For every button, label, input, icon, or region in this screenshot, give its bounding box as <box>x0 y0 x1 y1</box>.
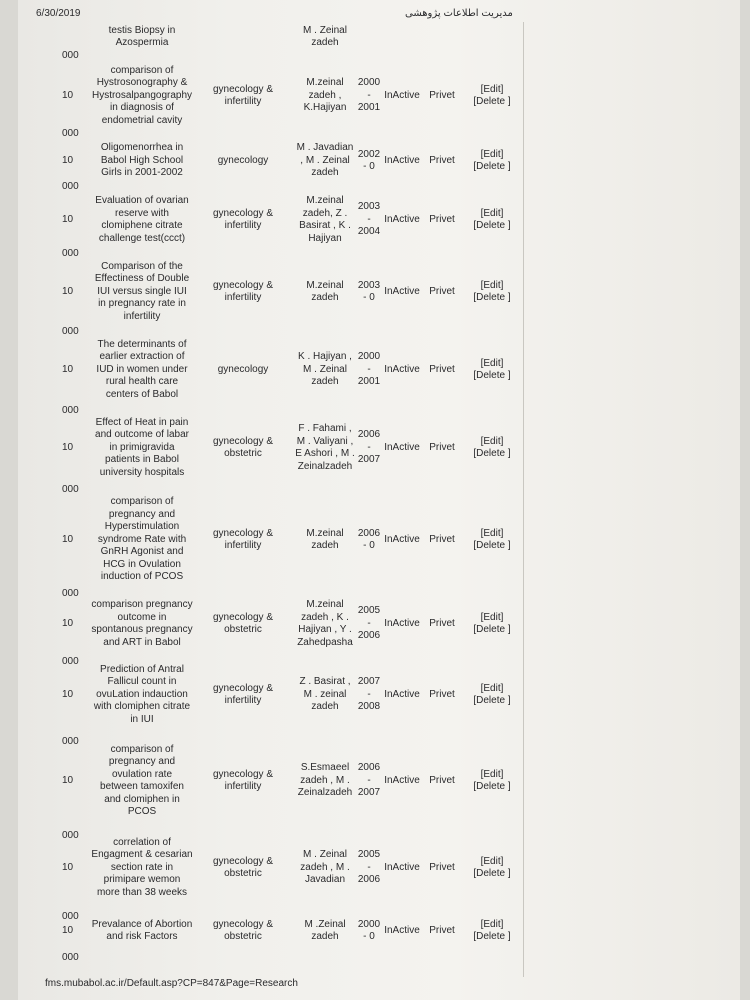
row-separator: 000 <box>62 405 79 416</box>
years-cell-line: 2004 <box>357 226 381 238</box>
field-cell-line: gynecology & <box>212 918 274 930</box>
edit-link[interactable]: [Edit] <box>480 279 504 291</box>
field-cell <box>206 856 280 881</box>
row-separator: 000 <box>62 248 79 259</box>
years-cell <box>355 280 383 305</box>
authors-cell-line: M . Zeinal <box>303 363 347 375</box>
edit-link[interactable]: [Edit] <box>480 83 504 95</box>
title-cell-line: comparison pregnancy <box>91 599 193 610</box>
delete-link[interactable]: [Delete ] <box>473 96 511 107</box>
field-cell-line: gynecology & <box>212 527 274 539</box>
title-cell-line: comparison of <box>110 64 174 76</box>
authors-cell-line: Zeinalzadeh <box>297 787 353 799</box>
years-cell-line: - <box>367 213 371 225</box>
authors-cell <box>290 849 360 887</box>
field-cell-line: obstetric <box>224 624 262 635</box>
authors-cell-line: M . Javadian <box>296 142 354 154</box>
field-cell-line: obstetric <box>224 448 262 459</box>
count-cell: 10 <box>62 534 74 545</box>
title-cell-line: Effect of Heat in pain <box>95 416 189 428</box>
field-cell-line: gynecology <box>217 154 269 166</box>
authors-cell <box>290 528 360 553</box>
title-cell-line: section rate in <box>110 861 174 873</box>
years-cell <box>355 849 383 887</box>
title-cell <box>86 142 198 180</box>
years-cell-line: - <box>367 774 371 786</box>
years-cell-line: 2001 <box>357 376 381 388</box>
years-cell-line: - <box>367 861 371 873</box>
count-cell: 10 <box>62 364 74 375</box>
authors-cell-line: zadeh <box>311 540 339 551</box>
authors-cell-line: M.zeinal <box>306 527 344 539</box>
count-cell: 10 <box>62 689 74 700</box>
row-separator: 000 <box>62 830 79 841</box>
actions-cell <box>466 208 518 233</box>
years-cell-line: 2008 <box>357 701 381 713</box>
delete-link[interactable]: [Delete ] <box>473 781 511 792</box>
years-cell <box>355 528 383 553</box>
edit-link[interactable]: [Edit] <box>480 527 504 539</box>
title-cell-line: earlier extraction of <box>99 351 185 363</box>
delete-link[interactable]: [Delete ] <box>473 931 511 942</box>
title-cell-line: and outcome of labar <box>95 429 189 441</box>
title-cell-line: rural health care <box>105 376 179 388</box>
title-cell-line: correlation of <box>113 836 171 848</box>
authors-cell <box>290 351 360 389</box>
print-date: 6/30/2019 <box>36 8 81 19</box>
title-cell-line: and ART in Babol <box>103 636 181 648</box>
authors-cell <box>290 25 360 50</box>
authors-cell-line: zadeh <box>311 376 339 388</box>
years-cell <box>355 149 383 174</box>
authors-cell-line: K.Hajiyan <box>303 102 347 114</box>
authors-cell-line: zadeh , M . <box>300 774 350 786</box>
count-cell: 10 <box>62 214 74 225</box>
years-cell-line: - 0 <box>363 161 375 172</box>
delete-link[interactable]: [Delete ] <box>473 695 511 706</box>
title-cell-line: in IUI <box>130 713 154 725</box>
title-cell-line: HCG in Ovulation <box>103 558 181 570</box>
authors-cell-line: Z . Basirat , <box>299 676 351 688</box>
title-cell-line: Azospermia <box>115 37 169 48</box>
title-cell-line: IUI versus single IUI <box>97 285 187 297</box>
field-cell <box>206 364 280 377</box>
field-cell <box>206 84 280 109</box>
actions-cell <box>466 84 518 109</box>
authors-cell-line: M.zeinal <box>306 195 344 206</box>
years-cell-line: 2003 <box>357 279 381 291</box>
type-cell: Privet <box>429 364 455 375</box>
status-cell: InActive <box>384 364 420 375</box>
authors-cell-line: zadeh <box>311 931 339 942</box>
title-cell <box>86 65 198 128</box>
title-cell-line: in pregnancy rate in <box>98 298 186 310</box>
authors-cell <box>290 919 360 944</box>
authors-cell-line: M . Zeinal <box>303 849 347 861</box>
authors-cell-line: M.zeinal <box>306 279 344 291</box>
row-separator: 000 <box>62 484 79 495</box>
row-separator: 000 <box>62 656 79 667</box>
type-cell: Privet <box>429 534 455 545</box>
title-cell <box>86 261 198 324</box>
field-cell <box>206 528 280 553</box>
field-cell-line: obstetric <box>224 868 262 879</box>
field-cell <box>206 208 280 233</box>
years-cell-line: 2006 <box>357 762 381 774</box>
authors-cell-line: F . Fahami , <box>298 423 352 434</box>
actions-cell <box>466 149 518 174</box>
title-cell-line: Hystrosonography & <box>96 77 188 89</box>
authors-cell-line: zadeh <box>311 292 339 303</box>
title-cell-line: Girls in 2001-2002 <box>101 167 183 179</box>
years-cell-line: - 0 <box>363 292 375 303</box>
authors-cell-line: zadeh , M . <box>300 861 350 873</box>
authors-cell <box>290 280 360 305</box>
count-cell: 10 <box>62 618 74 629</box>
type-cell: Privet <box>429 214 455 225</box>
status-cell: InActive <box>384 618 420 629</box>
title-cell-line: comparison of <box>110 496 174 508</box>
title-cell <box>86 837 198 900</box>
title-cell-line: ovuLation indauction <box>96 688 188 700</box>
actions-cell <box>466 683 518 708</box>
status-cell: InActive <box>384 862 420 873</box>
edit-link[interactable]: [Edit] <box>480 207 504 219</box>
years-cell <box>355 605 383 643</box>
authors-cell-line: Javadian <box>304 874 346 886</box>
years-cell-line: - <box>367 617 371 629</box>
title-cell-line: Babol High School <box>100 154 184 166</box>
authors-cell <box>290 195 360 245</box>
actions-cell <box>466 919 518 944</box>
authors-cell-line: zadeh <box>311 37 339 48</box>
authors-cell-line: Zeinalzadeh <box>297 460 353 472</box>
type-cell: Privet <box>429 775 455 786</box>
title-cell <box>86 25 198 50</box>
authors-cell-line: E Ashori , M . <box>295 448 355 459</box>
edit-link[interactable]: [Edit] <box>480 435 504 447</box>
authors-cell <box>290 423 360 473</box>
title-cell-line: Comparison of the <box>101 260 183 272</box>
years-cell-line: 2006 <box>357 527 381 539</box>
authors-cell <box>290 599 360 649</box>
title-cell-line: infertility <box>123 310 161 322</box>
title-cell-line: and clomiphen in <box>104 793 180 805</box>
years-cell <box>355 676 383 714</box>
field-cell-line: infertility <box>224 695 262 706</box>
site-title: مدیریت اطلاعات پژوهشی <box>405 8 513 19</box>
status-cell: InActive <box>384 534 420 545</box>
field-cell-line: gynecology & <box>212 611 274 623</box>
count-cell: 10 <box>62 442 74 453</box>
years-cell-line: 2003 <box>357 201 381 213</box>
delete-link[interactable]: [Delete ] <box>473 868 511 879</box>
field-cell <box>206 919 280 944</box>
type-cell: Privet <box>429 689 455 700</box>
title-cell-line: Engagment & cesarian <box>91 849 193 861</box>
years-cell-line: 2006 <box>357 429 381 441</box>
status-cell: InActive <box>384 286 420 297</box>
authors-cell-line: , M . Zeinal <box>300 154 350 166</box>
title-cell-line: and risk Factors <box>106 931 178 942</box>
title-cell-line: GnRH Agonist and <box>100 546 184 558</box>
status-cell: InActive <box>384 925 420 936</box>
title-cell-line: Prevalance of Abortion <box>91 918 193 930</box>
title-cell-line: syndrome Rate with <box>97 533 187 545</box>
count-cell: 10 <box>62 925 74 936</box>
title-cell-line: ovulation rate <box>111 768 173 780</box>
edit-link[interactable]: [Edit] <box>480 855 504 867</box>
type-cell: Privet <box>429 155 455 166</box>
years-cell-line: - <box>367 89 371 101</box>
actions-cell <box>466 436 518 461</box>
field-cell-line: infertility <box>224 781 262 792</box>
authors-cell <box>290 762 360 800</box>
authors-cell-line: Zahedpasha <box>297 636 353 648</box>
type-cell: Privet <box>429 862 455 873</box>
field-cell-line: infertility <box>224 292 262 303</box>
row-separator: 000 <box>62 736 79 747</box>
delete-link[interactable]: [Delete ] <box>473 292 511 303</box>
title-cell-line: IUD in women under <box>96 363 188 375</box>
years-cell-line: 2006 <box>357 630 381 642</box>
count-cell: 10 <box>62 155 74 166</box>
authors-cell-line: M . Zeinal <box>303 24 347 36</box>
row-separator: 000 <box>62 952 79 963</box>
title-cell-line: patients in Babol <box>105 454 179 466</box>
years-cell-line: 2000 <box>357 351 381 363</box>
years-cell-line: 2005 <box>357 849 381 861</box>
field-cell-line: infertility <box>224 220 262 231</box>
delete-link[interactable]: [Delete ] <box>473 448 511 459</box>
title-cell-line: spontanous pregnancy <box>91 624 193 635</box>
authors-cell-line: zadeh <box>311 701 339 713</box>
count-cell: 10 <box>62 862 74 873</box>
edit-link[interactable]: [Edit] <box>480 918 504 930</box>
field-cell <box>206 155 280 168</box>
field-cell-line: infertility <box>224 540 262 551</box>
status-cell: InActive <box>384 442 420 453</box>
field-cell-line: gynecology & <box>212 682 274 694</box>
title-cell-line: pregnancy and <box>108 508 176 520</box>
title-cell-line: university hospitals <box>99 466 185 478</box>
title-cell <box>86 664 198 727</box>
years-cell-line: - 0 <box>363 540 375 551</box>
type-cell: Privet <box>429 442 455 453</box>
title-cell-line: challenge test(ccct) <box>98 232 186 244</box>
title-cell-line: outcome in <box>117 611 167 623</box>
actions-cell <box>466 358 518 383</box>
row-separator: 000 <box>62 50 79 61</box>
years-cell-line: - <box>367 688 371 700</box>
authors-cell-line: K . Hajiyan , <box>298 351 352 363</box>
field-cell-line: gynecology & <box>212 83 274 95</box>
field-cell-line: gynecology & <box>212 435 274 447</box>
years-cell <box>355 351 383 389</box>
delete-link[interactable]: [Delete ] <box>473 540 511 551</box>
row-separator: 000 <box>62 326 79 337</box>
authors-cell-line: M.zeinal <box>306 599 344 610</box>
title-cell-line: pregnancy and <box>108 756 176 767</box>
count-cell: 10 <box>62 286 74 297</box>
title-cell <box>86 744 198 819</box>
authors-cell-line: zadeh , K . <box>301 611 349 623</box>
actions-cell <box>466 528 518 553</box>
status-cell: InActive <box>384 214 420 225</box>
status-cell: InActive <box>384 689 420 700</box>
title-cell <box>86 339 198 402</box>
field-cell <box>206 769 280 794</box>
field-cell-line: gynecology & <box>212 855 274 867</box>
title-cell <box>86 195 198 245</box>
authors-cell <box>290 142 360 180</box>
field-cell-line: obstetric <box>224 931 262 942</box>
authors-cell <box>290 77 360 115</box>
title-cell-line: The determinants of <box>97 338 187 350</box>
title-cell-line: Effectiness of Double <box>94 273 190 285</box>
row-separator: 000 <box>62 911 79 922</box>
authors-cell-line: M .Zeinal <box>304 918 346 930</box>
field-cell <box>206 683 280 708</box>
type-cell: Privet <box>429 618 455 629</box>
delete-link[interactable]: [Delete ] <box>473 624 511 635</box>
years-cell <box>355 429 383 467</box>
field-cell <box>206 280 280 305</box>
title-cell-line: more than 38 weeks <box>96 886 188 898</box>
authors-cell-line: zadeh, Z . <box>302 207 348 219</box>
title-cell-line: between tamoxifen <box>100 781 184 792</box>
row-separator: 000 <box>62 128 79 139</box>
title-cell-line: in primigravida <box>109 441 175 453</box>
type-cell: Privet <box>429 925 455 936</box>
count-cell: 10 <box>62 775 74 786</box>
years-cell-line: 2007 <box>357 454 381 466</box>
title-cell-line: in diagnosis of <box>110 102 174 114</box>
authors-cell-line: Basirat , K . <box>299 220 351 231</box>
years-cell <box>355 77 383 115</box>
title-cell-line: Fallicul count in <box>107 676 177 688</box>
title-cell <box>86 599 198 649</box>
title-cell <box>86 919 198 944</box>
authors-cell-line: Hajiyan <box>308 232 342 244</box>
field-cell-line: infertility <box>224 96 262 107</box>
delete-link[interactable]: [Delete ] <box>473 370 511 381</box>
title-cell-line: induction of PCOS <box>100 571 184 583</box>
authors-cell-line: S.Esmaeel <box>300 762 350 774</box>
delete-link[interactable]: [Delete ] <box>473 161 511 172</box>
edit-link[interactable]: [Edit] <box>480 768 504 780</box>
title-cell-line: Oligomenorrhea in <box>100 142 184 154</box>
delete-link[interactable]: [Delete ] <box>473 220 511 231</box>
actions-cell <box>466 280 518 305</box>
title-cell-line: testis Biopsy in <box>108 24 176 36</box>
authors-cell <box>290 676 360 714</box>
years-cell <box>355 201 383 239</box>
actions-cell <box>466 612 518 637</box>
edit-link[interactable]: [Edit] <box>480 148 504 160</box>
title-cell-line: primipare wemon <box>103 874 181 886</box>
years-cell-line: 2005 <box>357 605 381 617</box>
years-cell-line: 2002 <box>357 148 381 160</box>
title-cell-line: endometrial cavity <box>101 114 183 126</box>
title-cell <box>86 496 198 584</box>
row-separator: 000 <box>62 181 79 192</box>
years-cell-line: - <box>367 363 371 375</box>
years-cell-line: 2001 <box>357 102 381 114</box>
status-cell: InActive <box>384 90 420 101</box>
field-cell-line: gynecology <box>217 363 269 375</box>
status-cell: InActive <box>384 155 420 166</box>
edit-link[interactable]: [Edit] <box>480 357 504 369</box>
title-cell <box>86 417 198 480</box>
field-cell-line: gynecology & <box>212 768 274 780</box>
title-cell-line: Hyperstimulation <box>104 521 180 533</box>
table-right-border <box>523 22 524 977</box>
title-cell-line: with clomiphen citrate <box>93 701 191 713</box>
years-cell-line: 2007 <box>357 676 381 688</box>
authors-cell-line: M.zeinal <box>306 77 344 89</box>
title-cell-line: PCOS <box>127 806 157 817</box>
title-cell-line: Hystrosalpangography <box>91 89 193 101</box>
title-cell-line: comparison of <box>110 743 174 755</box>
years-cell <box>355 762 383 800</box>
years-cell <box>355 919 383 944</box>
authors-cell-line: M . Valiyani , <box>296 435 354 447</box>
field-cell <box>206 612 280 637</box>
title-cell-line: clomiphene citrate <box>101 220 183 231</box>
footer-url: fms.mubabol.ac.ir/Default.asp?CP=847&Page=Research <box>45 978 298 989</box>
years-cell-line: 2007 <box>357 787 381 799</box>
actions-cell <box>466 769 518 794</box>
years-cell-line: - 0 <box>363 931 375 942</box>
years-cell-line: - <box>367 441 371 453</box>
authors-cell-line: M . zeinal <box>303 688 347 700</box>
count-cell: 10 <box>62 90 74 101</box>
years-cell-line: 2000 <box>357 77 381 89</box>
title-cell-line: Evaluation of ovarian <box>95 195 189 206</box>
field-cell-line: gynecology & <box>212 207 274 219</box>
status-cell: InActive <box>384 775 420 786</box>
row-separator: 000 <box>62 588 79 599</box>
years-cell-line: 2000 <box>357 918 381 930</box>
title-cell-line: centers of Babol <box>105 388 179 400</box>
authors-cell-line: zadeh , <box>308 89 342 101</box>
type-cell: Privet <box>429 90 455 101</box>
field-cell <box>206 436 280 461</box>
edit-link[interactable]: [Edit] <box>480 611 504 623</box>
type-cell: Privet <box>429 286 455 297</box>
title-cell-line: Prediction of Antral <box>100 663 184 675</box>
field-cell-line: gynecology & <box>212 279 274 291</box>
title-cell-line: reserve with <box>115 207 169 219</box>
authors-cell-line: zadeh <box>311 167 339 179</box>
authors-cell-line: Hajiyan , Y . <box>298 624 352 635</box>
years-cell-line: 2006 <box>357 874 381 886</box>
actions-cell <box>466 856 518 881</box>
edit-link[interactable]: [Edit] <box>480 682 504 694</box>
